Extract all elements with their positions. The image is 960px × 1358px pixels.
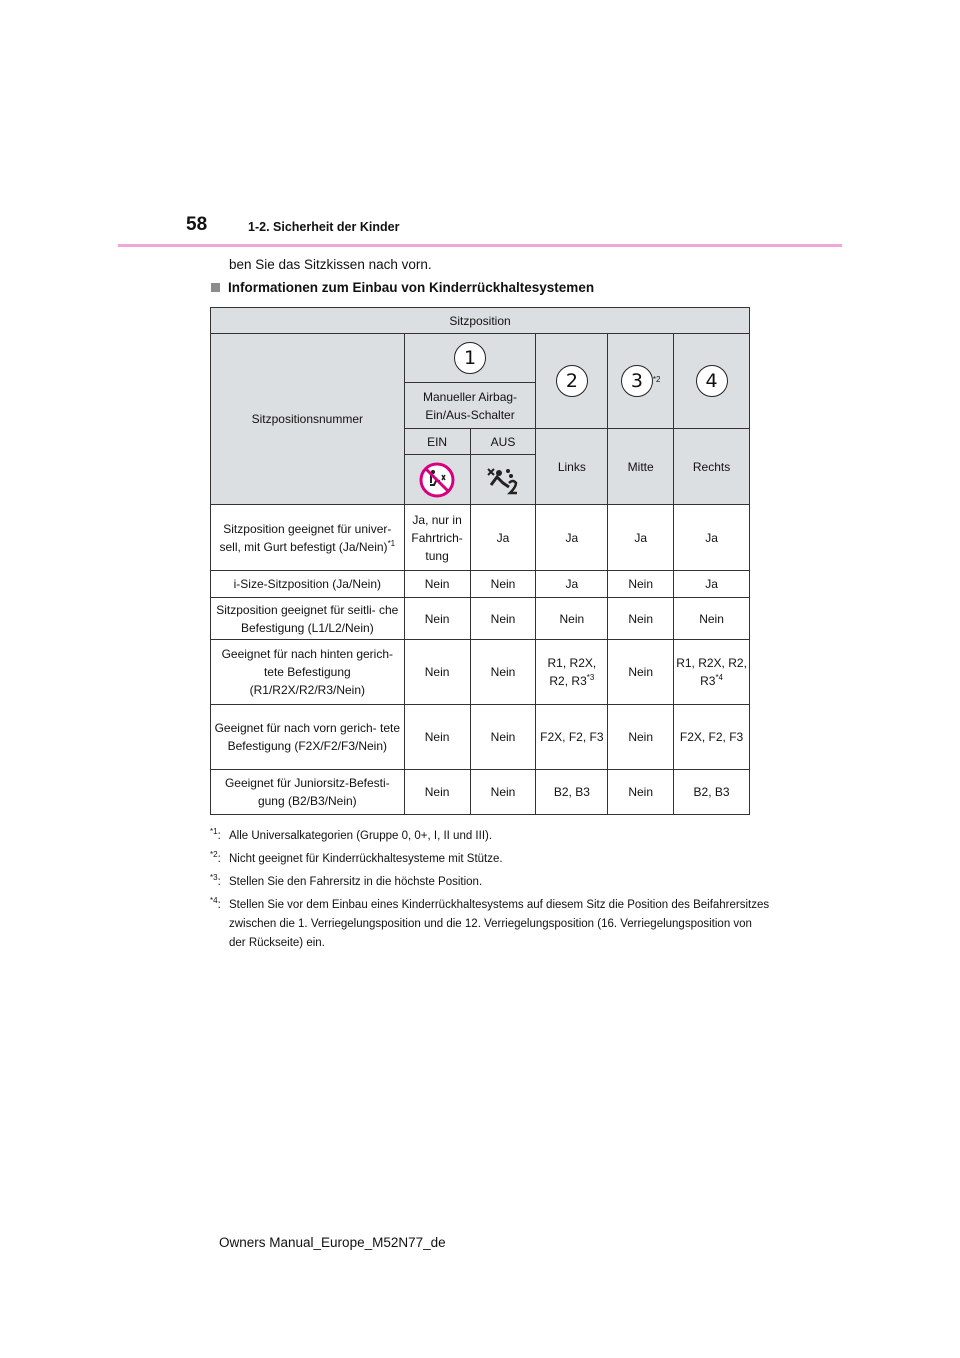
table-title: Sitzposition	[211, 308, 750, 334]
section-title: 1-2. Sicherheit der Kinder	[248, 220, 400, 234]
table-cell: Nein	[536, 598, 608, 640]
row-label: Sitzposition geeignet für univer- sell, mit Gurt befestigt (Ja/Nein)$^{*1}$	[211, 505, 405, 571]
footnote-3: $^{*3}$: Stellen Sie den Fahrersitz in die höchste Position.	[210, 873, 770, 892]
table-cell: Nein	[404, 705, 470, 770]
footnote-mark: *1	[210, 827, 218, 837]
table-cell: Nein	[608, 770, 674, 815]
footnote-1: $^{*1}$: Alle Universalkategorien (Gruppe 0, 0+, I, II und III).	[210, 827, 770, 846]
table-cell: Nein	[608, 640, 674, 705]
seat-mitte-label: Mitte	[608, 429, 674, 505]
table-row	[211, 705, 750, 770]
table-row	[211, 770, 750, 815]
seat-position-table	[210, 307, 750, 815]
seat-number-1: 1	[454, 342, 486, 374]
table-cell: Ja, nur in Fahrtrich- tung	[404, 505, 470, 571]
seat-number-label: Sitzpositionsnummer	[211, 334, 405, 505]
table-cell: B2, B3	[536, 770, 608, 815]
table-cell: Nein	[470, 598, 536, 640]
seat-links-label: Links	[536, 429, 608, 505]
table-cell: Ja	[536, 505, 608, 571]
table-cell: Nein	[608, 598, 674, 640]
table-cell: Ja	[470, 505, 536, 571]
airbag-on-icon-cell	[470, 455, 536, 505]
section-heading	[211, 280, 594, 295]
cell-footnote-ref: *4	[715, 673, 723, 682]
table-row	[211, 571, 750, 598]
table-cell: Nein	[674, 598, 750, 640]
page-number: 58	[186, 214, 208, 235]
table-cell: Ja	[608, 505, 674, 571]
footnote-4: $^{*4}$: Stellen Sie vor dem Einbau eines Kinderrückhaltesystems auf diesem Sitz die Position des Beifahrersitzes zwischen die 1. Verriegelungsposition und die 12. Verriegelungsposition (16. Verriegelungsposition von der Rückseite) ein.	[210, 896, 770, 953]
seat-rechts-label: Rechts	[674, 429, 750, 505]
row-label: Geeignet für nach vorn gerich- tete Befestigung (F2X/F2/F3/Nein)	[211, 705, 405, 770]
passenger-airbag-off-icon	[418, 461, 456, 499]
bullet-square-icon	[211, 283, 220, 292]
seat-2-cell	[536, 334, 608, 429]
row-label-footnote-ref: *1	[387, 538, 396, 548]
airbag-off-label: AUS	[470, 429, 536, 455]
row-label: i-Size-Sitzposition (Ja/Nein)	[211, 571, 405, 598]
table-cell: Nein	[608, 571, 674, 598]
seat-number-3: 3	[621, 365, 653, 397]
table-row	[211, 640, 750, 705]
table-cell: R1, R2X, R2, R3$^{*3}$	[536, 640, 608, 705]
seat-number-2: 2	[556, 365, 588, 397]
footnote-mark: *3	[210, 873, 218, 883]
header-rule	[118, 244, 842, 247]
table-cell: Nein	[470, 571, 536, 598]
footer-text: Owners Manual_Europe_M52N77_de	[219, 1235, 446, 1250]
heading-text: Informationen zum Einbau von Kinderrückhaltesystemen	[228, 280, 595, 295]
seat-number-4: 4	[696, 365, 728, 397]
seat-3-cell	[608, 334, 674, 429]
table-cell: Ja	[674, 505, 750, 571]
footnote-text: Nicht geeignet für Kinderrückhaltesysteme mit Stütze.	[229, 853, 503, 865]
footnote-text: Stellen Sie vor dem Einbau eines Kinderrückhaltesystems auf diesem Sitz die Position des Beifahrersitzes zwischen die 1. Verriegelungsposition und die 12. Verriegelungsposition (16. Verriegelungsposition von der Rückseite) ein.	[229, 899, 770, 949]
seat-1-cell	[404, 334, 536, 383]
table-cell: Nein	[404, 598, 470, 640]
row-label: Geeignet für Juniorsitz-Befesti- gung (B2/B3/Nein)	[211, 770, 405, 815]
table-cell: Nein	[404, 770, 470, 815]
footnote-mark: *2	[210, 850, 218, 860]
table-cell: F2X, F2, F3	[536, 705, 608, 770]
seat3-footnote-ref: *2	[652, 375, 661, 384]
table-row	[211, 505, 750, 571]
seat-4-cell	[674, 334, 750, 429]
table-cell: Nein	[404, 571, 470, 598]
airbag-off-icon-cell	[404, 455, 470, 505]
table-cell: Nein	[608, 705, 674, 770]
footnote-mark: *4	[210, 896, 218, 906]
table-cell: Ja	[674, 571, 750, 598]
intro-text: ben Sie das Sitzkissen nach vorn.	[229, 257, 432, 272]
row-label: Geeignet für nach hinten gerich- tete Befestigung (R1/R2X/R2/R3/Nein)	[211, 640, 405, 705]
table-cell: Nein	[470, 640, 536, 705]
table-cell: B2, B3	[674, 770, 750, 815]
table-row	[211, 598, 750, 640]
footnotes	[210, 827, 770, 957]
table-cell: F2X, F2, F3	[674, 705, 750, 770]
passenger-airbag-on-icon	[483, 461, 523, 499]
footnote-text: Stellen Sie den Fahrersitz in die höchste Position.	[229, 876, 483, 888]
table-cell: R1, R2X, R2, R3$^{*4}$	[674, 640, 750, 705]
table-cell: Ja	[536, 571, 608, 598]
table-cell: Nein	[470, 770, 536, 815]
footnote-text: Alle Universalkategorien (Gruppe 0, 0+, I, II und III).	[229, 830, 493, 842]
footnote-2: $^{*2}$: Nicht geeignet für Kinderrückhaltesysteme mit Stütze.	[210, 850, 770, 869]
table-cell: Nein	[470, 705, 536, 770]
airbag-on-label: EIN	[404, 429, 470, 455]
cell-footnote-ref: *3	[586, 673, 595, 682]
table-cell: Nein	[404, 640, 470, 705]
row-label: Sitzposition geeignet für seitli- che Befestigung (L1/L2/Nein)	[211, 598, 405, 640]
airbag-switch-label: Manueller Airbag-Ein/Aus-Schalter	[404, 383, 536, 429]
